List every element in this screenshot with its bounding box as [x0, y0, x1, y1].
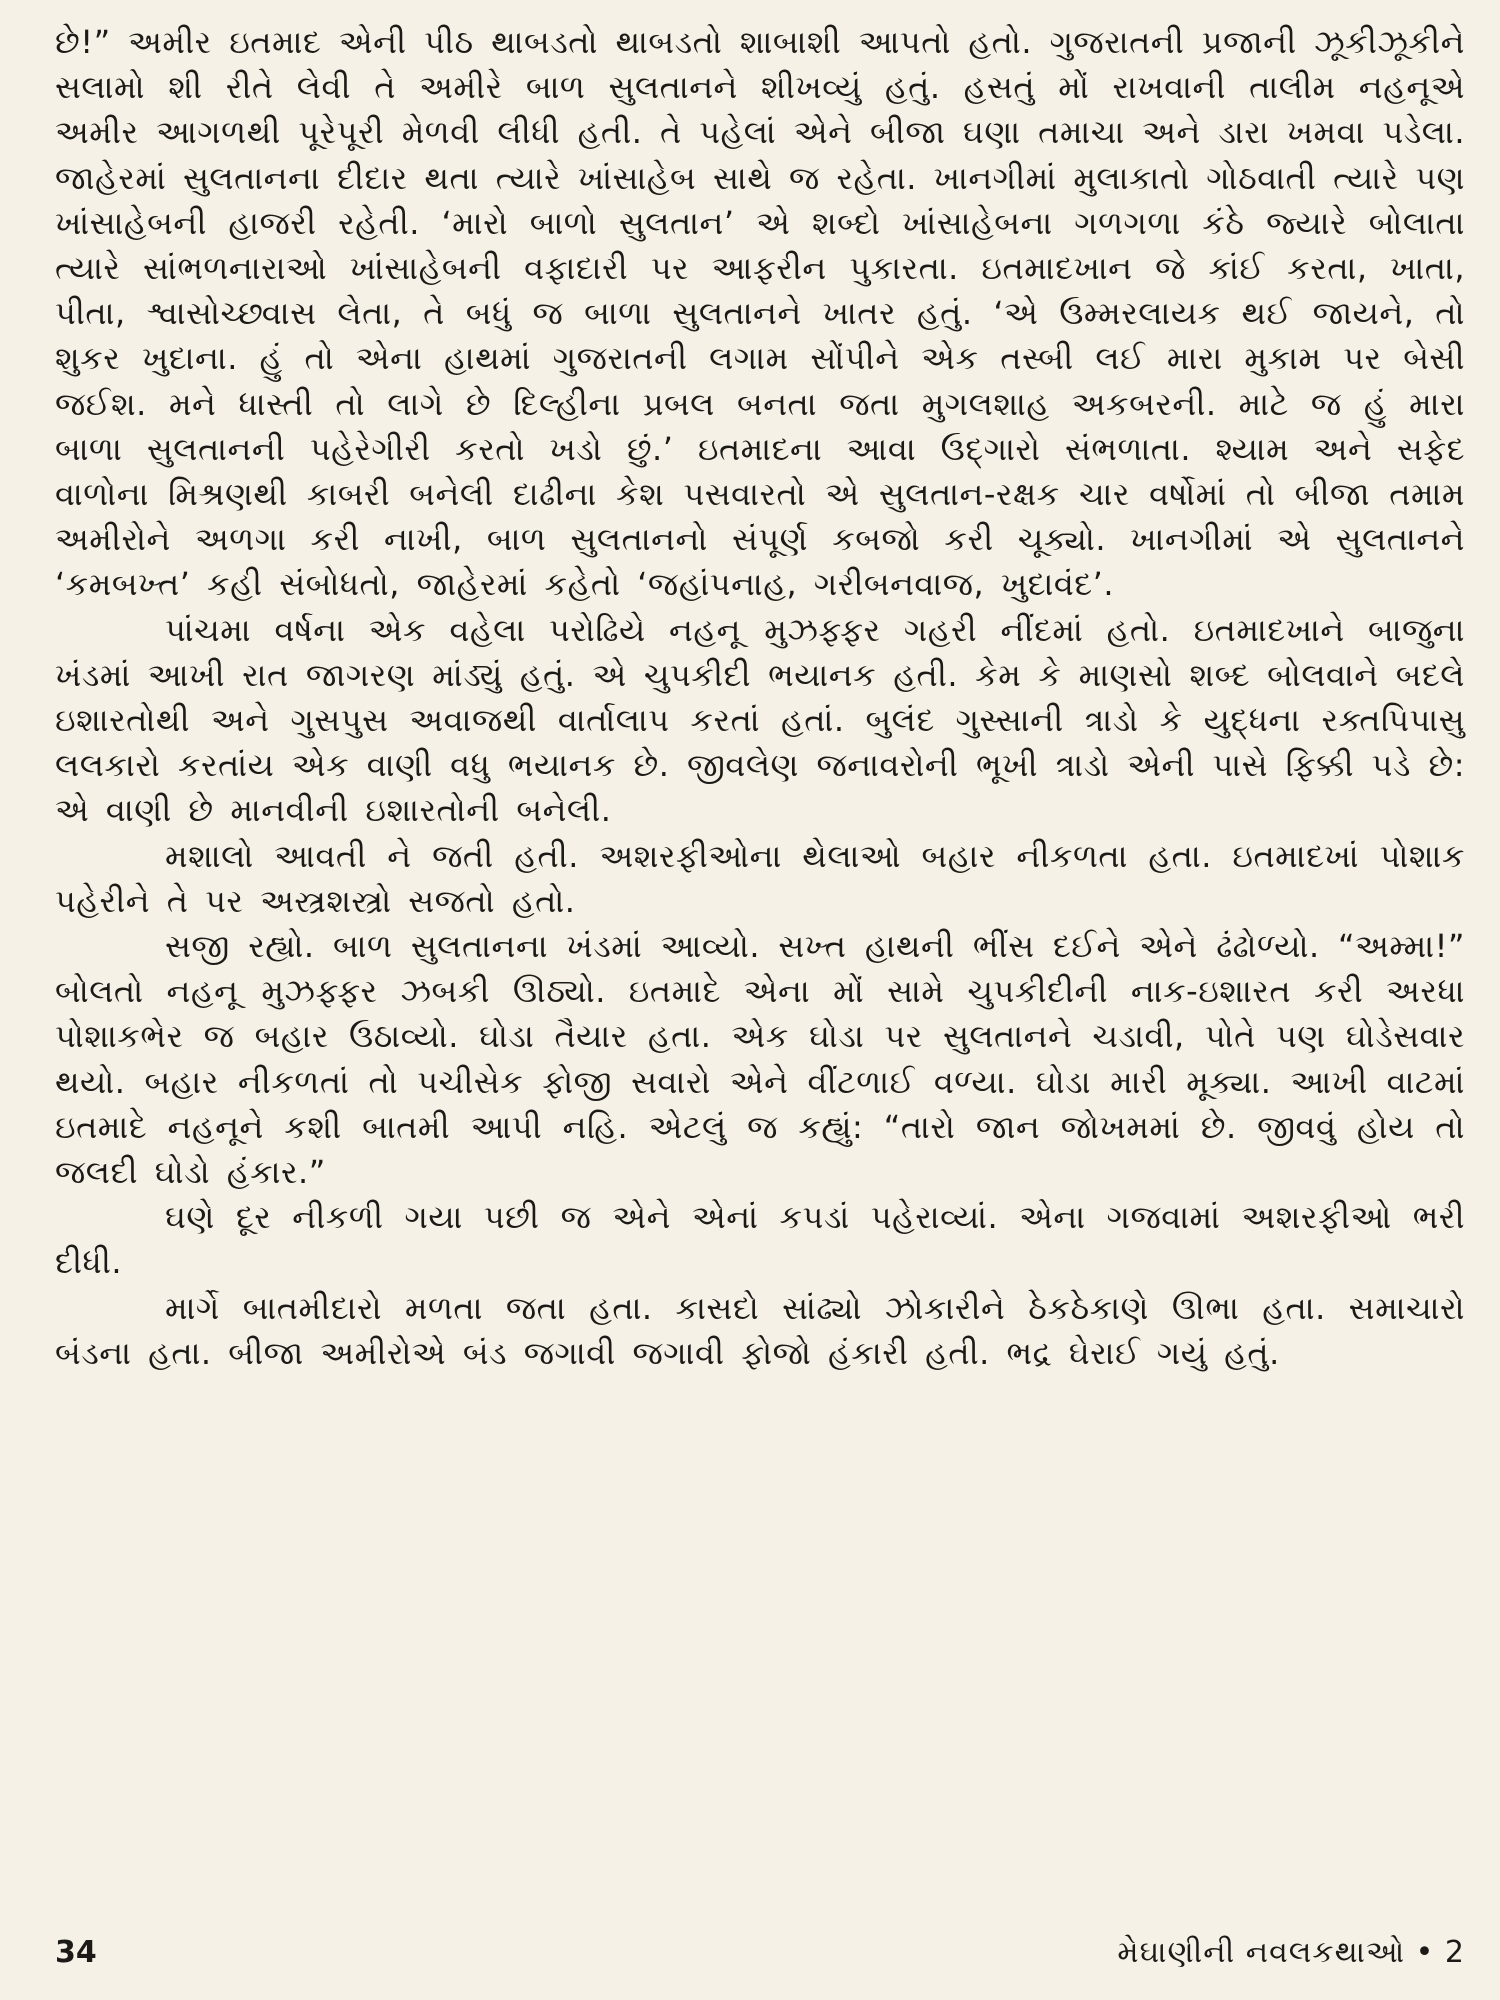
running-title: મેઘાણીની નવલકથાઓ • 2	[1117, 1935, 1465, 1970]
paragraph-6: માર્ગે બાતમીદારો મળતા જતા હતા. કાસદો સાંઢ્યો ઝોકારીને ઠેકઠેકાણે ઊભા હતા. સમાચારો બંડના હતા. બીજા અમીરોએ બંડ જગાવી જગાવી ફોજો હંકારી હતી. ભદ્ર ઘેરાઈ ગયું હતું.	[55, 1288, 1465, 1372]
page-number: 34	[55, 1935, 97, 1970]
paragraph-1: છે!” અમીર ઇતમાદ એની પીઠ થાબડતો થાબડતો શાબાશી આપતો હતો. ગુજરાતની પ્રજાની ઝૂકીઝૂકીને સલામો શી રીતે લેવી તે અમીરે બાળ સુલતાનને શીખવ્યું હતું. હસતું મોં રાખવાની તાલીમ નહનૂએ અમીર આગળથી પૂરેપૂરી મેળવી લીધી હતી. તે પહેલાં એને બીજા ઘણા તમાચા અને ડારા ખમવા પડેલા. જાહેરમાં સુલતાનના દીદાર થતા ત્યારે ખાંસાહેબ સાથે જ રહેતા. ખાનગીમાં મુલાકાતો ગોઠવાતી ત્યારે પણ ખાંસાહેબની હાજરી રહેતી. ‘મારો બાળો સુલતાન’ એ શબ્દો ખાંસાહેબના ગળગળા કંઠે જ્યારે બોલાતા ત્યારે સાંભળનારાઓ ખાંસાહેબની વફાદારી પર આફરીન પુકારતા. ઇતમાદખાન જે કાંઈ કરતા, ખાતા, પીતા, શ્વાસોચ્છ્વાસ લેતા, તે બધું જ બાળા સુલતાનને ખાતર હતું. ‘એ ઉમ્મરલાયક થઈ જાયને, તો શુકર ખુદાના. હું તો એના હાથમાં ગુજરાતની લગામ સોંપીને એક તસ્બી લઈ મારા મુકામ પર બેસી જઈશ. મને ધાસ્તી તો લાગે છે દિલ્હીના પ્રબલ બનતા જતા મુગલશાહ અકબરની. માટે જ હું મારા બાળા સુલતાનની પહેરેગીરી કરતો ખડો છું.’ ઇતમાદના આવા ઉદ્ગારો સંભળાતા. શ્યામ અને સફેદ વાળોના મિશ્રણથી કાબરી બનેલી દાઢીના કેશ પસવારતો એ સુલતાન-રક્ષક ચાર વર્ષોમાં તો બીજા તમામ અમીરોને અળગા કરી નાખી, બાળ સુલતાનનો સંપૂર્ણ કબજો કરી ચૂક્યો. ખાનગીમાં એ સુલતાનને ‘કમબખ્ત’ કહી સંબોધતો, જાહેરમાં કહેતો ‘જહાંપનાહ, ગરીબનવાજ, ખુદાવંદ’.	[55, 23, 1465, 604]
body-text	[55, 20, 1465, 1376]
paragraph-3: મશાલો આવતી ને જતી હતી. અશરફીઓના થેલાઓ બહાર નીકળતા હતા. ઇતમાદખાં પોશાક પહેરીને તે પર અસ્ત્રશસ્ત્રો સજતો હતો.	[55, 836, 1465, 920]
page-footer	[55, 1935, 1465, 1975]
paragraph-2: પાંચમા વર્ષના એક વહેલા પરોઢિયે નહનૂ મુઝફ્ફર ગહરી નીંદમાં હતો. ઇતમાદખાને બાજુના ખંડમાં આખી રાત જાગરણ માંડ્યું હતું. એ ચુપકીદી ભયાનક હતી. કેમ કે માણસો શબ્દ બોલવાને બદલે ઇશારતોથી અને ગુસપુસ અવાજથી વાર્તાલાપ કરતાં હતાં. બુલંદ ગુસ્સાની ત્રાડો કે યુદ્ધના રક્તપિપાસુ લલકારો કરતાંય એક વાણી વધુ ભયાનક છે. જીવલેણ જનાવરોની ભૂખી ત્રાડો એની પાસે ફિક્કી પડે છે: એ વાણી છે માનવીની ઇશારતોની બનેલી.	[55, 610, 1465, 830]
paragraph-4: સજી રહ્યો. બાળ સુલતાનના ખંડમાં આવ્યો. સખ્ત હાથની ભીંસ દઈને એને ઢંઢોળ્યો. “અમ્મા!” બોલતો નહનૂ મુઝફ્ફર ઝબકી ઊઠ્યો. ઇતમાદે એના મોં સામે ચુપકીદીની નાક-ઇશારત કરી અરધા પોશાકભેર જ બહાર ઉઠાવ્યો. ઘોડા તૈયાર હતા. એક ઘોડા પર સુલતાનને ચડાવી, પોતે પણ ઘોડેસવાર થયો. બહાર નીકળતાં તો પચીસેક ફોજી સવારો એને વીંટળાઈ વળ્યા. ઘોડા મારી મૂક્યા. આખી વાટમાં ઇતમાદે નહનૂને કશી બાતમી આપી નહિ. એટલું જ કહ્યું: “તારો જાન જોખમમાં છે. જીવવું હોય તો જલદી ઘોડો હંકાર.”	[55, 927, 1465, 1192]
paragraph-5: ઘણે દૂર નીકળી ગયા પછી જ એને એનાં કપડાં પહેરાવ્યાં. એના ગજવામાં અશરફીઓ ભરી દીધી.	[55, 1198, 1465, 1282]
